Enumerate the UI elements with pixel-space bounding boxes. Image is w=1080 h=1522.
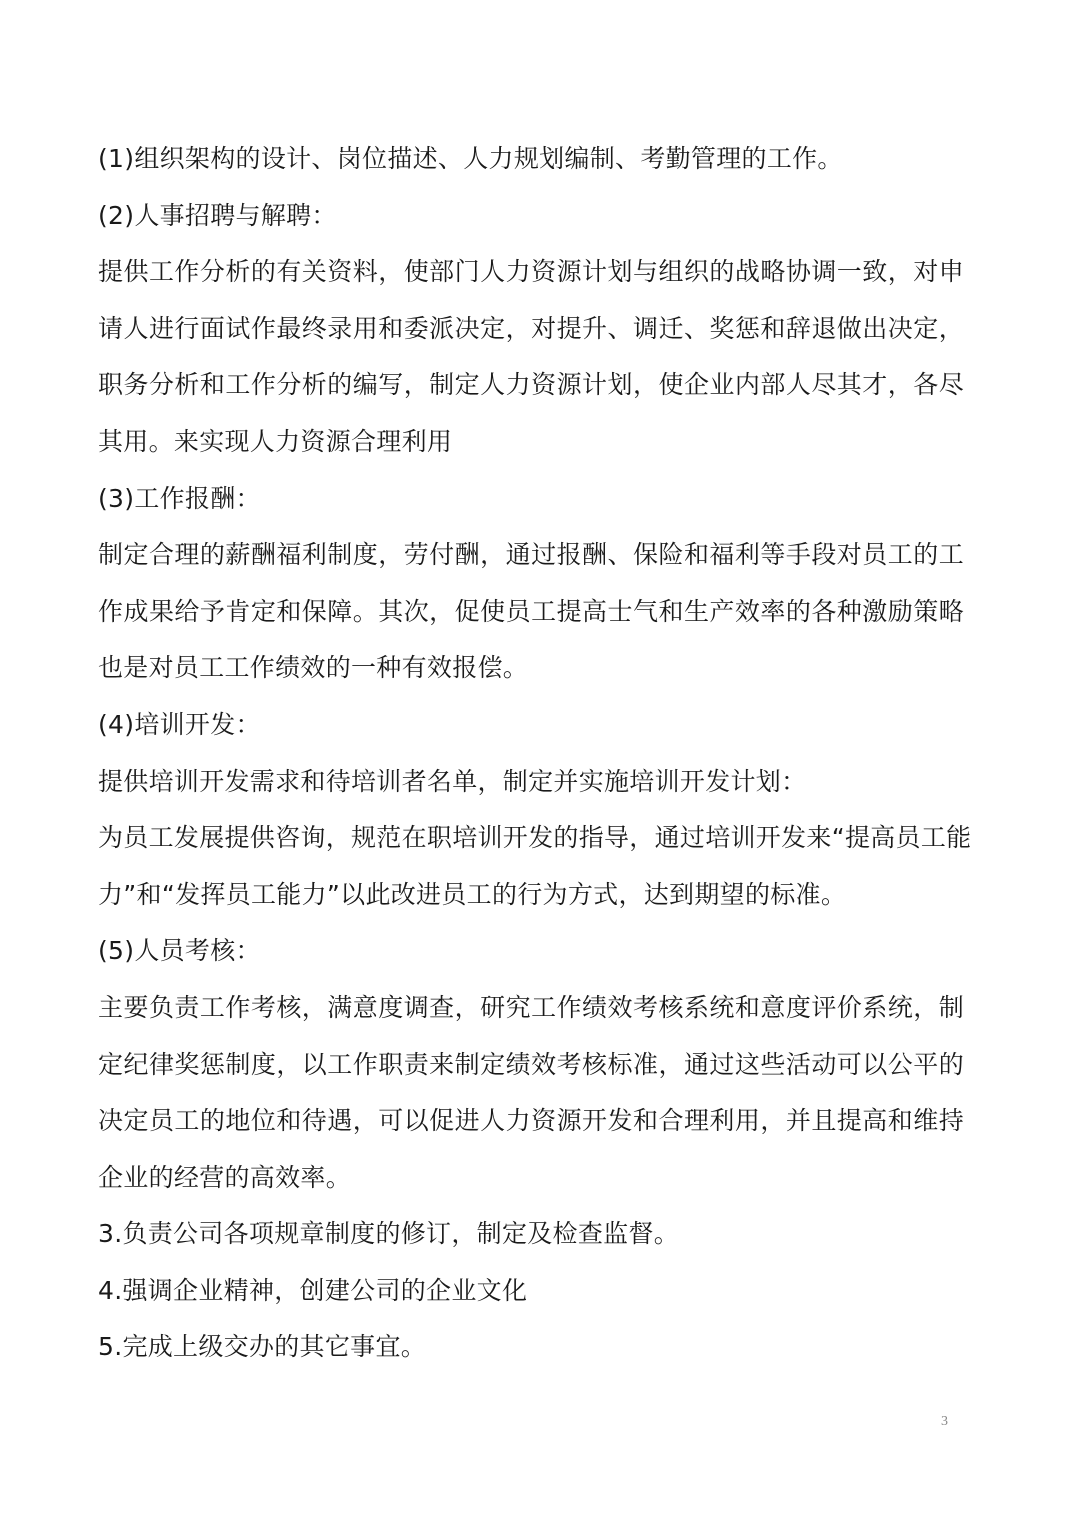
item-4-heading-training: (4)培训开发： bbox=[98, 709, 261, 739]
compensation-text-line-3: 也是对员工工作绩效的一种有效报偿。 bbox=[98, 653, 529, 683]
assessment-text-line-3: 决定员工的地位和待遇，可以促进人力资源开发和合理利用，并且提高和维持 bbox=[98, 1106, 964, 1136]
training-text-line-2: 为员工发展提供咨询，规范在职培训开发的指导，通过培训开发来“提高员工能 bbox=[98, 823, 972, 853]
assessment-text-line-2: 定纪律奖惩制度，以工作职责来制定绩效考核标准，通过这些活动可以公平的 bbox=[98, 1049, 964, 1079]
training-text-line-1: 提供培训开发需求和待培训者名单，制定并实施培训开发计划： bbox=[98, 766, 807, 796]
compensation-text-line-1: 制定合理的薪酬福利制度，劳付酬，通过报酬、保险和福利等手段对员工的工 bbox=[98, 540, 964, 570]
recruitment-text-line-1: 提供工作分析的有关资料，使部门人力资源计划与组织的战略协调一致，对申 bbox=[98, 257, 964, 287]
item-1-org-structure: (1)组织架构的设计、岗位描述、人力规划编制、考勤管理的工作。 bbox=[98, 144, 843, 173]
compensation-text-line-2: 作成果给予肯定和保障。其次，促使员工提高士气和生产效率的各种激励策略 bbox=[98, 596, 964, 626]
item-2-heading-recruitment: (2)人事招聘与解聘： bbox=[98, 200, 337, 230]
training-text-line-3: 力”和“发挥员工能力”以此改进员工的行为方式，达到期望的标准。 bbox=[98, 879, 847, 909]
page-number: 3 bbox=[941, 1414, 948, 1429]
duty-5-other-tasks: 5.完成上级交办的其它事宜。 bbox=[98, 1332, 427, 1362]
duty-3-regulations: 3.负责公司各项规章制度的修订，制定及检查监督。 bbox=[98, 1219, 680, 1249]
recruitment-text-line-2: 请人进行面试作最终录用和委派决定，对提升、调迁、奖惩和辞退做出决定， bbox=[98, 313, 964, 343]
assessment-text-line-1: 主要负责工作考核，满意度调查，研究工作绩效考核系统和意度评价系统，制 bbox=[98, 992, 964, 1022]
item-3-heading-compensation: (3)工作报酬： bbox=[98, 483, 261, 513]
assessment-text-line-4: 企业的经营的高效率。 bbox=[98, 1162, 352, 1192]
recruitment-text-line-4: 其用。来实现人力资源合理利用 bbox=[98, 426, 453, 456]
item-5-heading-assessment: (5)人员考核： bbox=[98, 936, 261, 966]
duty-4-corporate-culture: 4.强调企业精神，创建公司的企业文化 bbox=[98, 1275, 528, 1305]
recruitment-text-line-3: 职务分析和工作分析的编写，制定人力资源计划，使企业内部人尽其才，各尽 bbox=[98, 370, 964, 400]
document-body bbox=[98, 131, 972, 1376]
